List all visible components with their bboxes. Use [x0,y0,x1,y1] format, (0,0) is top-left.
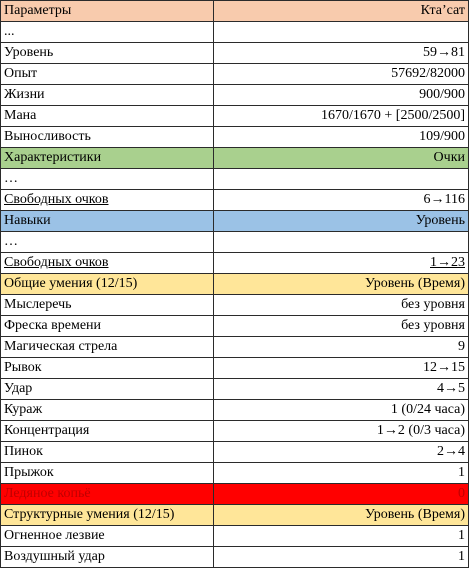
table-row [1,379,469,400]
row-value-cell[interactable] [214,484,469,505]
row-value: 900/900 [419,87,465,102]
row-value-cell[interactable] [214,463,469,484]
row-value: 6→116 [423,192,465,207]
row-label: … [4,171,18,186]
row-value: 0 [458,486,465,501]
row-value: 1 [458,549,465,564]
row-value-cell[interactable] [214,274,469,295]
row-value-cell[interactable] [214,106,469,127]
row-label-cell[interactable] [1,148,214,169]
row-label: Концентрация [4,423,90,438]
row-label-cell[interactable] [1,463,214,484]
row-label-cell[interactable] [1,85,214,106]
row-label-cell[interactable] [1,106,214,127]
table-row [1,463,469,484]
sheet-body [1,1,469,568]
row-value: Кта’сат [420,3,465,18]
row-value: 1→23 [430,255,465,270]
row-label: Мана [4,108,37,123]
row-value: 57692/82000 [391,66,465,81]
row-label: Выносливость [4,129,91,144]
row-label: Ледяное копьё [4,486,91,501]
row-value-cell[interactable] [214,190,469,211]
table-row [1,127,469,148]
row-label: Структурные умения (12/15) [4,507,175,522]
table-row [1,547,469,568]
row-label-cell[interactable] [1,400,214,421]
row-value-cell[interactable] [214,232,469,253]
row-label: Параметры [4,3,72,18]
row-label: Характеристики [4,150,102,165]
row-label-cell[interactable] [1,274,214,295]
table-row [1,505,469,526]
table-row [1,64,469,85]
row-label-cell[interactable] [1,232,214,253]
table-row [1,316,469,337]
row-label: Рывок [4,360,42,375]
table-row [1,400,469,421]
row-label: Общие умения (12/15) [4,276,138,291]
row-value: 9 [458,339,465,354]
row-value-cell[interactable] [214,253,469,274]
row-label-cell[interactable] [1,484,214,505]
row-label-cell[interactable] [1,379,214,400]
row-label: Прыжок [4,465,54,480]
row-label-cell[interactable] [1,358,214,379]
row-label-cell[interactable] [1,43,214,64]
row-value: Уровень [415,213,465,228]
row-label: Свободных очков [4,255,109,270]
row-label-cell[interactable] [1,1,214,22]
row-label: Кураж [4,402,43,417]
row-label-cell[interactable] [1,190,214,211]
table-row [1,295,469,316]
row-label: Свободных очков [4,192,109,207]
table-row [1,253,469,274]
row-label: Жизни [4,87,45,102]
row-label: Навыки [4,213,51,228]
row-label-cell[interactable] [1,526,214,547]
row-label-cell[interactable] [1,421,214,442]
row-label: Магическая стрела [4,339,118,354]
row-value-cell[interactable] [214,43,469,64]
table-row [1,211,469,232]
row-value-cell[interactable] [214,1,469,22]
row-label-cell[interactable] [1,316,214,337]
row-label-cell[interactable] [1,442,214,463]
row-value-cell[interactable] [214,22,469,43]
table-row [1,274,469,295]
row-value: Уровень (Время) [365,276,465,291]
row-value-cell[interactable] [214,379,469,400]
row-value-cell[interactable] [214,421,469,442]
table-row [1,148,469,169]
row-label: ... [4,24,15,39]
table-row [1,421,469,442]
row-label: … [4,234,18,249]
table-row [1,358,469,379]
table-row [1,22,469,43]
table-row [1,190,469,211]
row-value-cell[interactable] [214,358,469,379]
row-label-cell[interactable] [1,127,214,148]
row-value-cell[interactable] [214,169,469,190]
row-label: Уровень [4,45,54,60]
row-label: Пинок [4,444,43,459]
row-value: 109/900 [419,129,465,144]
table-row [1,1,469,22]
row-value-cell[interactable] [214,547,469,568]
row-value: 59→81 [423,45,465,60]
table-row [1,169,469,190]
table-row [1,484,469,505]
row-label: Воздушный удар [4,549,105,564]
row-label-cell[interactable] [1,295,214,316]
table-row [1,232,469,253]
row-value: 1 [458,528,465,543]
table-row [1,106,469,127]
row-label-cell[interactable] [1,211,214,232]
row-value: 1670/1670 + [2500/2500] [321,108,465,123]
row-label: Опыт [4,66,38,81]
row-value: Уровень (Время) [365,507,465,522]
row-value-cell[interactable] [214,148,469,169]
row-label-cell[interactable] [1,64,214,85]
row-value: 1 (0/24 часа) [390,402,465,417]
table-row [1,43,469,64]
row-value-cell[interactable] [214,505,469,526]
row-label-cell[interactable] [1,253,214,274]
row-value-cell[interactable] [214,526,469,547]
row-value: 1→2 (0/3 часа) [376,423,465,438]
row-label-cell[interactable] [1,337,214,358]
row-value-cell[interactable] [214,316,469,337]
row-value-cell[interactable] [214,85,469,106]
row-value-cell[interactable] [214,400,469,421]
table-row [1,85,469,106]
table-row [1,442,469,463]
row-value: 2→4 [437,444,465,459]
row-value-cell[interactable] [214,211,469,232]
row-label: Огненное лезвие [4,528,105,543]
row-value: без уровня [401,318,465,333]
row-value-cell[interactable] [214,127,469,148]
row-label-cell[interactable] [1,22,214,43]
row-value-cell[interactable] [214,337,469,358]
table-row [1,526,469,547]
row-value-cell[interactable] [214,295,469,316]
row-label: Фреска времени [4,318,102,333]
row-value: 12→15 [423,360,465,375]
row-label-cell[interactable] [1,169,214,190]
row-label-cell[interactable] [1,547,214,568]
row-value-cell[interactable] [214,442,469,463]
table-row [1,337,469,358]
row-label: Удар [4,381,33,396]
row-value: 1 [458,465,465,480]
row-value: Очки [433,150,465,165]
row-label: Мыслеречь [4,297,72,312]
row-label-cell[interactable] [1,505,214,526]
row-value: 4→5 [437,381,465,396]
row-value: без уровня [401,297,465,312]
row-value-cell[interactable] [214,64,469,85]
